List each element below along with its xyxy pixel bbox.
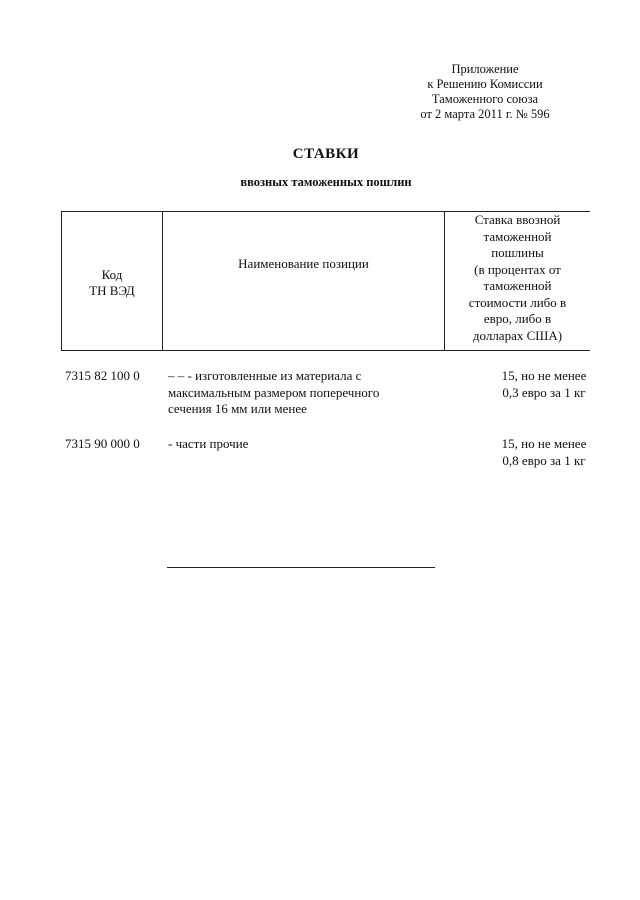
- header-code-line: Код: [101, 266, 123, 282]
- header-name: [162, 212, 444, 350]
- header-rate-line: Ставка ввозной: [474, 212, 561, 227]
- header-rate-line: таможенной: [483, 278, 552, 293]
- header-code-line: ТН ВЭД: [89, 283, 135, 298]
- document-title: СТАВКИ: [292, 146, 360, 162]
- header-rate-line: таможенной: [483, 228, 552, 244]
- header-rate-line: евро, либо в: [483, 311, 552, 326]
- appendix-line: Таможенного союза: [431, 92, 539, 106]
- row-name: [168, 436, 418, 453]
- header-rate-line: пошлины: [491, 245, 544, 260]
- row-rate: [444, 368, 640, 401]
- row-code: 7315 90 000 0: [65, 436, 140, 451]
- row-name: [168, 368, 418, 418]
- row-rate-line: 0,8 евро за 1 кг: [502, 452, 586, 468]
- header-rate-line: долларах США): [472, 327, 563, 343]
- header-rate: [444, 212, 590, 350]
- row-name-line: - части прочие: [168, 436, 249, 451]
- row-rate-line: 15, но не менее: [501, 436, 587, 451]
- header-rate-line: (в процентах от: [474, 261, 561, 277]
- row-rate-line: 15, но не менее: [501, 368, 587, 383]
- document-subtitle: ввозных таможенных пошлин: [240, 175, 412, 189]
- header-rate-line: стоимости либо в: [468, 294, 567, 310]
- row-rate-line: 0,3 евро за 1 кг: [502, 384, 586, 400]
- appendix-block: [380, 62, 590, 122]
- row-name-line: сечения 16 мм или менее: [168, 401, 307, 416]
- header-name-label: Наименование позиции: [238, 256, 369, 271]
- appendix-line: Приложение: [451, 62, 519, 76]
- table-header: [61, 211, 590, 351]
- row-name-line: – – - изготовленные из материала с: [168, 368, 362, 383]
- appendix-line: к Решению Комиссии: [427, 77, 543, 91]
- header-code: [61, 212, 162, 350]
- appendix-line: от 2 марта 2011 г. № 596: [420, 107, 550, 121]
- end-of-document-divider: [167, 567, 435, 568]
- row-rate: [444, 436, 640, 469]
- row-name-line: максимальным размером поперечного: [168, 384, 380, 400]
- row-code: 7315 82 100 0: [65, 368, 140, 383]
